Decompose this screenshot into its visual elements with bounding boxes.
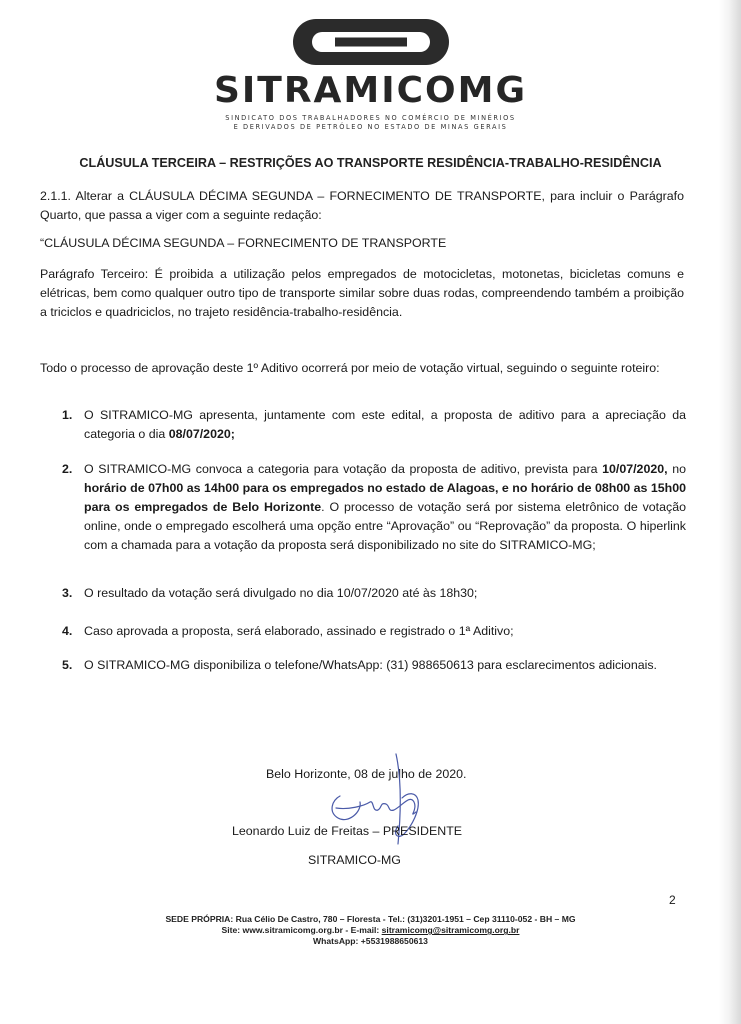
list-item [62, 406, 686, 444]
logo-subtitle-line-2: E DERIVADOS DE PETRÓLEO NO ESTADO DE MINAS GERAIS [233, 123, 508, 131]
list-item-text: O resultado da votação será divulgado no dia 10/07/2020 até às 18h30; [84, 586, 478, 600]
clause-paragraph: Parágrafo Terceiro: É proibida a utilização pelos empregados de motocicletas, motonetas, bicicletas comuns e elétricas, bem como qualquer outro tipo de transporte similar sobre duas rodas, compreendendo também a proibição a triciclos e quadriciclos, no trajeto residência-trabalho-residência. [40, 267, 684, 319]
list-item [62, 656, 686, 675]
place-and-date: Belo Horizonte, 08 de julho de 2020. [266, 767, 467, 781]
list-item-number: 2. [62, 462, 73, 476]
list-item-text: Caso aprovada a proposta, será elaborado, assinado e registrado o 1ª Aditivo; [84, 624, 514, 638]
list-item-number: 3. [62, 586, 73, 600]
footer-email-link[interactable]: sitramicomg@sitramicomg.org.br [381, 925, 520, 936]
organization-name: SITRAMICO-MG [308, 853, 401, 867]
list-item [62, 584, 686, 603]
footer-whatsapp: WhatsApp: +5531988650613 [313, 936, 428, 947]
list-item [62, 460, 686, 555]
sitramicomg-logo-icon [283, 14, 459, 70]
clause-heading: CLÁUSULA TERCEIRA – RESTRIÇÕES AO TRANSPORTE RESIDÊNCIA-TRABALHO-RESIDÊNCIA [79, 156, 662, 170]
logo-wordmark: SITRAMICOMG [213, 70, 528, 111]
list-item-text: O SITRAMICO-MG disponibiliza o telefone/WhatsApp: (31) 988650613 para esclarecimentos adicionais. [84, 658, 658, 672]
letterhead [0, 14, 741, 132]
list-item-number: 5. [62, 658, 73, 672]
footer-contact [0, 925, 741, 936]
list-item-date: 08/07/2020; [168, 427, 235, 441]
list-item-text: O SITRAMICO-MG convoca a categoria para votação da proposta de aditivo, prevista para [84, 462, 603, 476]
quoted-clause-title: “CLÁUSULA DÉCIMA SEGUNDA – FORNECIMENTO DE TRANSPORTE [40, 236, 447, 250]
list-item-text: no [667, 462, 686, 476]
list-item-text: O SITRAMICO-MG apresenta, juntamente com este edital, a proposta de aditivo para a apreciação da categoria o dia [84, 408, 686, 441]
list-item-schedule: horário de 07h00 as 14h00 para os empregados no estado de Alagoas, e no horário de 08h00 as 15h00 para os empregados de Belo Horizonte [84, 481, 686, 514]
scan-shadow-edge [719, 0, 741, 1024]
signer-name: Leonardo Luiz de Freitas – PRESIDENTE [232, 824, 463, 838]
logo-subtitle-line-1: SINDICATO DOS TRABALHADORES NO COMÉRCIO DE MINÉRIOS [225, 114, 516, 122]
page-number: 2 [669, 893, 676, 907]
footer-site: Site: www.sitramicomg.org.br - E-mail: [221, 925, 382, 936]
list-item [62, 622, 686, 641]
list-item-number: 4. [62, 624, 73, 638]
list-item-number: 1. [62, 408, 73, 422]
process-intro: Todo o processo de aprovação deste 1º Aditivo ocorrerá por meio de votação virtual, seguindo o seguinte roteiro: [40, 361, 660, 375]
list-item-text: . O processo de votação será por sistema eletrônico de votação online, onde o empregado escolherá uma opção entre “Aprovação” ou “Reprovação” da proposta. O hiperlink com a chamada para a votação da proposta será disponibilizado no site do SITRAMICO-MG; [84, 500, 686, 552]
list-item-date: 10/07/2020, [602, 462, 668, 476]
footer-address: SEDE PRÓPRIA: Rua Célio De Castro, 780 – Floresta - Tel.: (31)3201-1951 – Cep 31110-052 - BH – MG [165, 914, 576, 924]
clause-intro: 2.1.1. Alterar a CLÁUSULA DÉCIMA SEGUNDA – FORNECIMENTO DE TRANSPORTE, para incluir o Parágrafo Quarto, que passa a viger com a seguinte redação: [40, 189, 684, 222]
footer [0, 914, 741, 948]
